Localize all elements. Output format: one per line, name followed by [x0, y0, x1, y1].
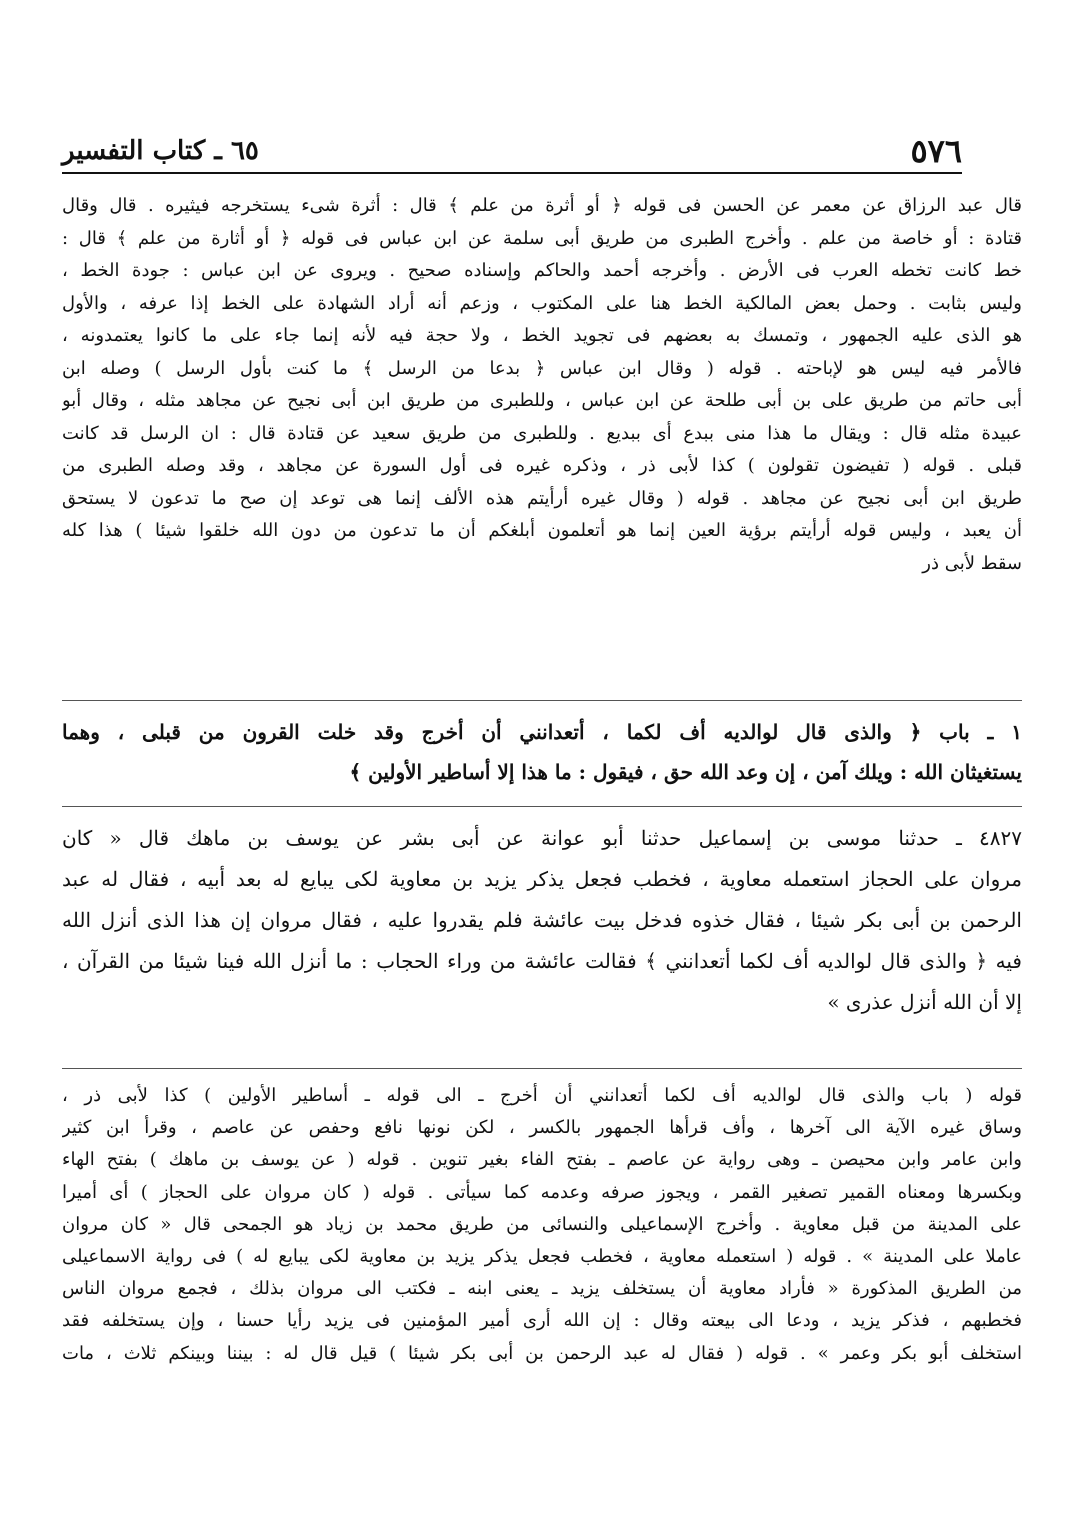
- header-rule: [62, 172, 962, 174]
- text-line: سقط لأبى ذر: [922, 552, 1022, 574]
- text-line: قوله ( باب والذى قال لوالديه أف لكما أتعدانني أن أخرج ـ الى قوله ـ أساطير الأولين ) كذا لأبى ذر ،: [62, 1085, 1022, 1106]
- text-line: أبى حاتم من طريق على بن أبى طلحة عن ابن عباس ، وللطبرى من طريق ابن أبى نجيح عن مجاهد مثله ، وقال أبو: [62, 390, 1022, 411]
- section-divider: [62, 806, 1022, 807]
- text-line: من الطريق المذكورة « فأراد معاوية أن يستخلف يزيد ـ يعنى ابنه ـ فكتب الى مروان بذلك ، فجمع مروان الناس: [62, 1278, 1022, 1300]
- section-divider: [62, 700, 1022, 701]
- hadith-line: إلا أن الله أنزل عذرى »: [827, 990, 1022, 1014]
- chapter-heading-line: ١ ـ باب ﴿ والذى قال لوالديه أف لكما ، أتعدانني أن أخرج وقد خلت القرون من قبلى ، وهما: [62, 720, 1022, 744]
- text-line: قتادة : أو خاصة من علم . وأخرج الطبرى من طريق أبى سلمة عن ابن عباس فى قوله ﴿ أو أثارة من علم ﴾ قال :: [62, 227, 1022, 249]
- text-line: عبيدة مثله قال : ويقال ما هذا منى ببدع أى ببديع . وللطبرى من طريق سعيد عن قتادة قال : ان الرسل قد كانت: [62, 422, 1022, 444]
- hadith-line: فيه ﴿ والذى قال لوالديه أف لكما أتعدانني ﴾ فقالت عائشة من وراء الحجاب : ما أنزل الله فينا شيئا من القرآن ،: [62, 949, 1022, 973]
- text-line: على المدينة من قبل معاوية . وأخرج الإسماعيلى والنسائى من طريق محمد بن زياد هو الجمحى قال « كان مروان: [62, 1213, 1022, 1235]
- running-head: ٦٥ ـ كتاب التفسير: [62, 136, 259, 166]
- text-line: أن يعبد ، وليس قوله أرأيتم برؤية العين إنما هو أتعلمون أبلغكم أن ما تدعون من دون الله خلقوا شيئا ) هذا كله: [62, 520, 1022, 541]
- text-line: وليس بثابت . وحمل بعض المالكية الخط هنا على المكتوب ، وزعم أنه أراد الشهادة على الخط إذا عرفه ، والأول: [62, 292, 1022, 314]
- hadith-line: مروان على الحجاز استعمله معاوية ، فخطب فجعل يذكر يزيد بن معاوية لكى يبايع له بعد أبيه ، فقال له عبد: [62, 867, 1022, 891]
- text-line: فالأمر فيه ليس هو لإباحته . قوله ( وقال ابن عباس ﴿ بدعا من الرسل ﴾ ما كنت بأول الرسل ) وصله ابن: [62, 357, 1022, 379]
- chapter-heading: [62, 712, 1022, 792]
- hadith-line: ٤٨٢٧ ـ حدثنا موسى بن إسماعيل حدثنا أبو عوانة عن أبى بشر عن يوسف بن ماهك قال « كان: [62, 826, 1022, 850]
- page-header: [62, 132, 962, 172]
- text-line: استخلف أبو بكر وعمر » . قوله ( فقال له عبد الرحمن بن أبى بكر شيئا ) قيل قال له : بيننا وبينكم ثلاث ، مات: [62, 1342, 1022, 1364]
- text-line: قال عبد الرزاق عن معمر عن الحسن فى قوله ﴿ أو أثرة من علم ﴾ قال : أثرة شىء يستخرجه فيثيره . قال وقال: [62, 195, 1022, 216]
- commentary-section-1: [62, 190, 1022, 580]
- text-line: وساق غيره الآية الى آخرها ، وأف قرأها الجمهور بالكسر ، لكن نونها نافع وحفص عن عاصم ، وقرأ ابن كثير: [62, 1117, 1022, 1139]
- text-line: عاملا على المدينة » . قوله ( استعمله معاوية ، فخطب فجعل يذكر يزيد بن معاوية لكى يبايع له ) فى رواية الاسماعيلى: [62, 1245, 1022, 1267]
- section-divider: [62, 1068, 1022, 1069]
- commentary-section-2: [62, 1080, 1022, 1370]
- text-line: خط كانت تخطه العرب فى الأرض . وأخرجه أحمد والحاكم وإسناده صحيح . ويروى عن ابن عباس : جودة الخط ،: [62, 260, 1022, 281]
- hadith-text: [62, 818, 1022, 1023]
- text-line: طريق ابن أبى نجيح عن مجاهد . قوله ( وقال غيره أرأيتم هذه الألف إنما هى توعد إن صح ما تدعون لا يستحق: [62, 487, 1022, 509]
- chapter-heading-line: يستغيثان الله : ويلك آمن ، إن وعد الله حق ، فيقول : ما هذا إلا أساطير الأولين ﴾: [349, 760, 1022, 784]
- hadith-line: الرحمن بن أبى بكر شيئا ، فقال خذوه فدخل بيت عائشة فلم يقدروا عليه ، فقال مروان إن هذا الذى أنزل الله: [62, 908, 1022, 932]
- text-line: قبلى . قوله ( تفيضون تقولون ) كذا لأبى ذر ، وذكره غيره فى أول السورة عن مجاهد ، وقد وصله الطبرى من: [62, 455, 1022, 476]
- text-line: وابن عامر وابن محيصن ـ وهى رواية عن عاصم ـ بفتح الفاء بغير تنوين . قوله ( عن يوسف بن ماهك ) بفتح الهاء: [62, 1149, 1022, 1171]
- text-line: وبكسرها ومعناه القمير تصغير القمر ، ويجوز صرفه وعدمه كما سيأتى . قوله ( كان مروان على الحجاز ) أى أميرا: [62, 1181, 1022, 1203]
- text-line: فخطبهم ، فذكر يزيد ، ودعا الى بيعته وقال : إن الله أرى أمير المؤمنين فى يزيد رأيا حسنا ، وإن يستخلفه فقد: [62, 1310, 1022, 1332]
- page-number: ٥٧٦: [910, 132, 962, 170]
- text-line: هو الذى عليه الجمهور ، وتمسك به بعضهم فى تجويد الخط ، ولا حجة فيه لأنه إنما جاء على ما كانوا يعتمدونه ،: [62, 325, 1022, 346]
